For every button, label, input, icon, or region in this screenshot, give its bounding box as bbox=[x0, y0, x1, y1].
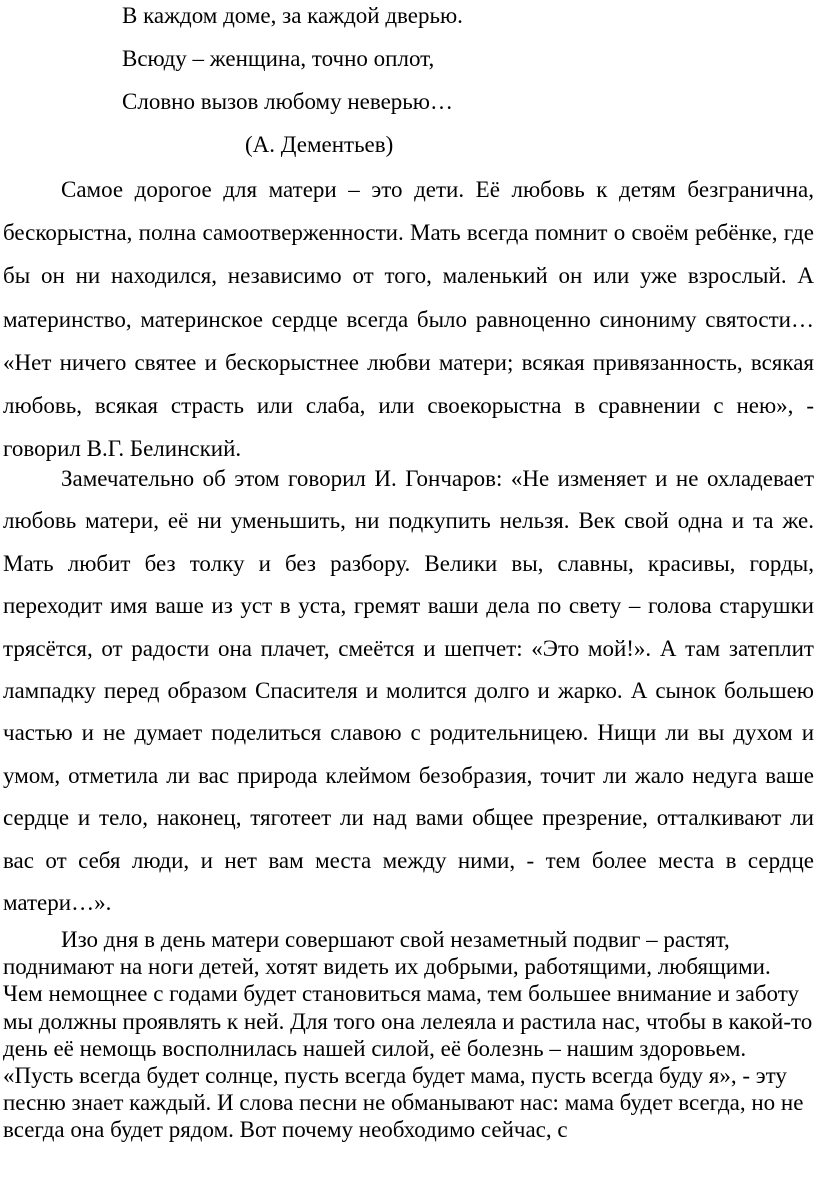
poem-author: (А. Дементьев) bbox=[245, 132, 394, 157]
paragraph: Самое дорогое для матери – это дети. Её любовь к детям безгранична, бескорыстна, полна самоотверженности. Мать всегда помнит о своём ребёнке, где бы он ни находился, независимо от того, маленький он или уже взрослый. А материнство, материнское сердце всегда было равноценно синониму святости… «Нет ничего святее и бескорыстнее любви матери; всякая привязанность, всякая любовь, всякая страсть или слаба, или своекорыстна в сравнении с нею», - говорил В.Г. Белинский. bbox=[3, 177, 814, 462]
poem-line: В каждом доме, за каждой дверью. bbox=[122, 3, 463, 28]
poem-line: Всюду – женщина, точно оплот, bbox=[122, 46, 435, 71]
paragraph: Изо дня в день матери совершают свой незаметный подвиг – растят, поднимают на ноги детей, хотят видеть их добрыми, работящими, любящими. Чем немощнее с годами будет становиться мама, тем большее внимание и заботу мы должны проявлять к ней. Для того она лелеяла и растила нас, чтобы в какой-то день её немощь восполнилась нашей силой, её болезнь – нашим здоровьем. «Пусть всегда будет солнце, пусть всегда будет мама, пусть всегда буду я», - эту песню знает каждый. И слова песни не обманывают нас: мама будет всегда, но не всегда она будет рядом. Вот почему необходимо сейчас, с bbox=[3, 927, 813, 1143]
paragraph: Замечательно об этом говорил И. Гончаров: «Не изменяет и не охладевает любовь матери, её ни уменьшить, ни подкупить нельзя. Век свой одна и та же. Мать любит без толку и без разбору. Велики вы, славны, красивы, горды, переходит имя ваше из уст в уста, гремят ваши дела по свету – голова старушки трясётся, от радости она плачет, смеётся и шепчет: «Это мой!». А там затеплит лампадку перед образом Спасителя и молится долго и жарко. А сынок большею частью и не думает поделиться славою с родительницею. Нищи ли вы духом и умом, отметила ли вас природа клеймом безобразия, точит ли жало недуга ваше сердце и тело, наконец, тяготеет ли над вами общее презрение, отталкивают ли вас от себя люди, и нет вам места между ними, - тем более места в сердце матери…». bbox=[3, 466, 814, 916]
poem-line: Словно вызов любому неверью… bbox=[122, 89, 453, 114]
